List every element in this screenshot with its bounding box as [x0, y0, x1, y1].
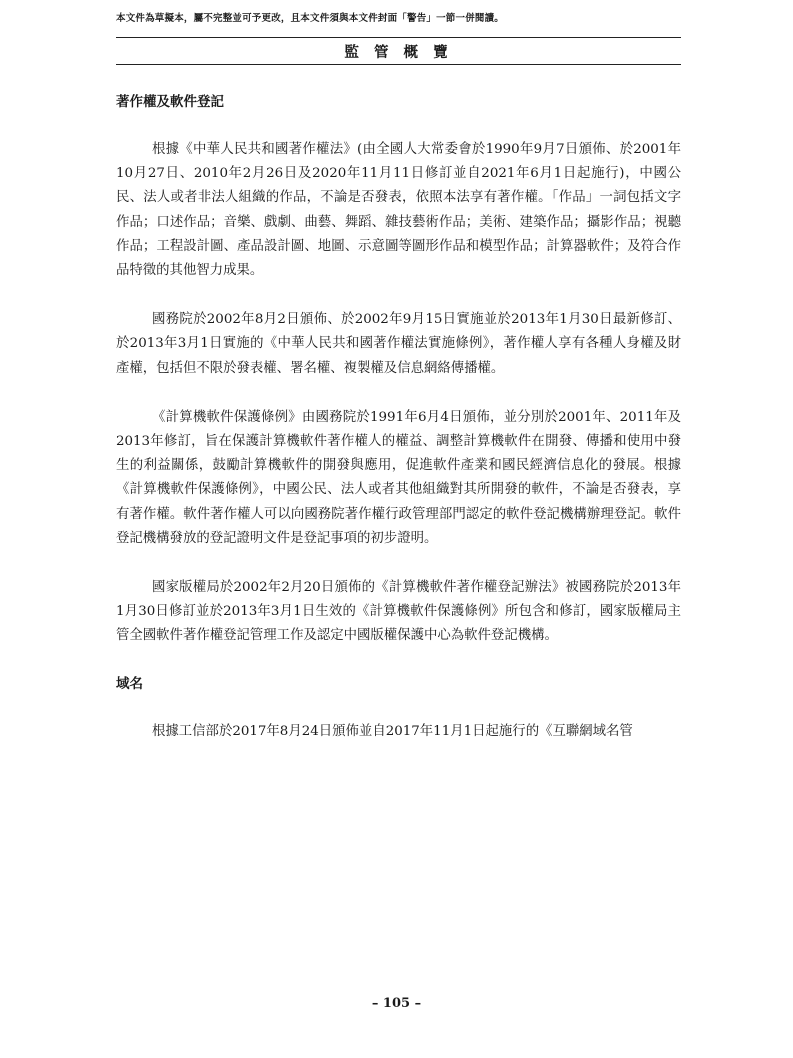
section-heading-copyright: 著作權及軟件登記	[116, 94, 224, 110]
paragraph: 《計算機軟件保護條例》由國務院於1991年6月4日頒佈，並分別於2001年、2011年及2013年修訂，旨在保護計算機軟件著作權人的權益、調整計算機軟件在開發、傳播和使用中發生的利益關係，鼓勵計算機軟件的開發與應用，促進軟件產業和國民經濟信息化的發展。根據《計算機軟件保護條例》，中國公民、法人或者其他組織對其所開發的軟件，不論是否發表，享有著作權。軟件著作權人可以向國務院著作權行政管理部門認定的軟件登記機構辦理登記。軟件登記機構發放的登記證明文件是登記事項的初步證明。	[116, 409, 681, 546]
page-title: 監 管 概 覽	[344, 45, 453, 61]
header-rule-top	[116, 37, 681, 38]
paragraph: 國家版權局於2002年2月20日頒佈的《計算機軟件著作權登記辦法》被國務院於2013年1月30日修訂並於2013年3月1日生效的《計算機軟件保護條例》所包含和修訂，國家版權局主管全國軟件著作權登記管理工作及認定中國版權保護中心為軟件登記機構。	[116, 580, 681, 644]
document-body	[116, 92, 681, 744]
section-heading-domain: 域名	[116, 675, 143, 692]
paragraph: 根據工信部於2017年8月24日頒佈並自2017年11月1日起施行的《互聯網域名管	[152, 723, 633, 739]
draft-disclaimer: 本文件為草擬本，屬不完整並可予更改，且本文件須與本文件封面「警告」一節一併閱讀。	[116, 13, 505, 24]
header-rule-bottom	[116, 64, 681, 65]
paragraph: 國務院於2002年8月2日頒佈、於2002年9月15日實施並於2013年1月30日最新修訂、於2013年3月1日實施的《中華人民共和國著作權法實施條例》，著作權人享有各種人身權及財產權，包括但不限於發表權、署名權、複製權及信息網絡傳播權。	[116, 312, 681, 376]
paragraph: 根據《中華人民共和國著作權法》(由全國人大常委會於1990年9月7日頒佈、於2001年10月27日、2010年2月26日及2020年11月11日修訂並自2021年6月1日起施行)，中國公民、法人或者非法人組織的作品，不論是否發表，依照本法享有著作權。「作品」一詞包括文字作品；口述作品；音樂、戲劇、曲藝、舞蹈、雜技藝術作品；美術、建築作品；攝影作品；視聽作品；工程設計圖、產品設計圖、地圖、示意圖等圖形作品和模型作品；計算器軟件；及符合作品特徵的其他智力成果。	[116, 142, 681, 279]
page-number: – 105 –	[371, 996, 422, 1011]
